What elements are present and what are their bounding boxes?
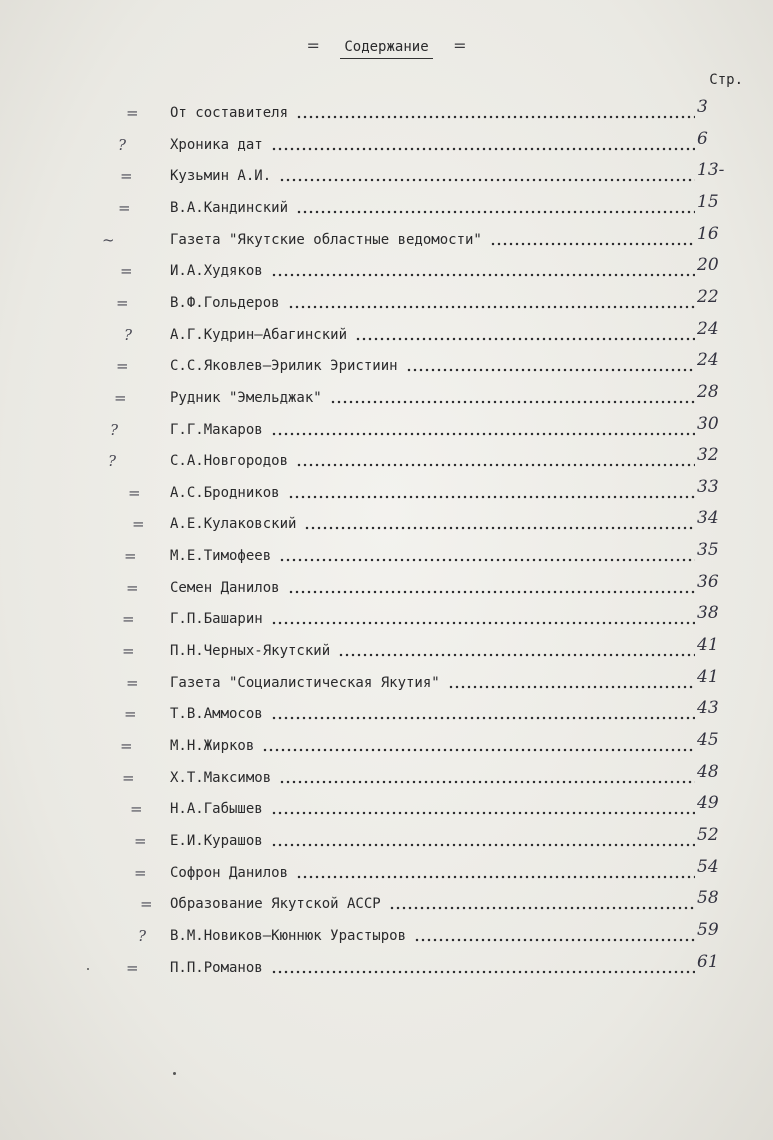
handwritten-check-mark: = <box>128 483 141 502</box>
handwritten-check-mark: ? <box>118 135 127 154</box>
toc-entry <box>0 761 773 792</box>
handwritten-check-mark: = <box>122 610 135 629</box>
dot-leader <box>490 242 695 246</box>
handwritten-mark-right: = <box>453 36 467 55</box>
toc-page-number: 3 <box>697 97 708 117</box>
handwritten-check-mark: = <box>134 863 147 882</box>
handwritten-check-mark: = <box>132 515 145 534</box>
toc-entry <box>0 318 773 349</box>
dot-leader <box>338 653 695 657</box>
handwritten-check-mark: = <box>126 673 139 692</box>
handwritten-mark-left: = <box>306 36 320 55</box>
toc-entry <box>0 191 773 222</box>
toc-entry <box>0 603 773 633</box>
handwritten-check-mark: = <box>124 705 137 724</box>
toc-page-number: 6 <box>697 128 708 149</box>
toc-entry <box>0 951 773 982</box>
page-column-label: Стр. <box>709 72 743 88</box>
toc-entry-title: Газета "Якутские областные ведомости" <box>170 231 482 248</box>
dot-leader <box>330 400 695 404</box>
toc-page-number: 22 <box>697 286 719 307</box>
dot-leader <box>288 590 695 594</box>
dot-leader <box>389 906 695 910</box>
handwritten-check-mark: = <box>126 578 139 597</box>
toc-entry <box>0 856 773 887</box>
toc-page-number: 49 <box>697 793 719 814</box>
dot-leader <box>288 495 695 499</box>
handwritten-check-mark: = <box>124 547 137 566</box>
toc-entry <box>0 128 773 159</box>
toc-entry <box>0 476 773 507</box>
handwritten-check-mark: ? <box>108 452 117 471</box>
dot-leader <box>279 780 695 784</box>
page-title: Содержание <box>340 39 432 59</box>
toc-entry <box>0 730 773 760</box>
dot-leader <box>271 970 695 974</box>
toc-entry <box>0 571 773 602</box>
toc-entry <box>0 824 773 855</box>
toc-entry-title: П.Н.Черных-Якутский <box>170 643 331 660</box>
toc-page-number: 15 <box>697 191 719 212</box>
toc-entry <box>0 919 773 950</box>
toc-entry <box>0 413 773 444</box>
toc-page-number: 58 <box>697 888 719 909</box>
toc-entry-title: Семен Данилов <box>170 579 280 596</box>
toc-entry <box>0 286 773 317</box>
paper-speck <box>173 1072 176 1075</box>
toc-entry-title: В.А.Кандинский <box>170 199 289 216</box>
handwritten-check-mark: = <box>120 167 133 186</box>
handwritten-check-mark: ? <box>124 325 133 344</box>
toc-page-number: 41 <box>697 635 719 656</box>
toc-page-number: 35 <box>697 540 719 561</box>
dot-leader <box>296 463 695 467</box>
toc-entry-title: Софрон Данилов <box>170 864 289 881</box>
toc-entry-title: Н.А.Габышев <box>170 801 263 818</box>
toc-page-number: 54 <box>697 856 719 877</box>
toc-page-number: 24 <box>697 350 719 371</box>
toc-entry-title: Е.И.Курашов <box>170 832 263 849</box>
toc-entry <box>0 160 773 190</box>
toc-entry <box>0 888 773 918</box>
toc-entry-title: Газета "Социалистическая Якутия" <box>170 674 440 691</box>
dot-leader <box>288 305 695 309</box>
dot-leader <box>296 115 695 119</box>
dot-leader <box>406 368 695 372</box>
toc-entry-title: Рудник "Эмельджак" <box>170 389 322 406</box>
toc-page-number: 24 <box>697 318 719 339</box>
toc-page-number: 34 <box>697 508 719 529</box>
toc-entry <box>0 698 773 728</box>
toc-entry-title: А.Г.Кудрин—Абагинский <box>170 326 348 343</box>
toc-page-number: 20 <box>697 255 719 276</box>
handwritten-check-mark: = <box>126 958 139 977</box>
toc-entry <box>0 255 773 285</box>
handwritten-check-mark: = <box>122 642 135 661</box>
toc-entry-title: Г.П.Башарин <box>170 611 263 628</box>
toc-entry <box>0 445 773 475</box>
dot-leader <box>262 748 695 752</box>
toc-entry-title: П.П.Романов <box>170 959 263 976</box>
handwritten-check-mark: = <box>122 768 135 787</box>
toc-entry-title: С.С.Яковлев—Эрилик Эристиин <box>170 358 398 375</box>
dot-leader <box>271 843 695 847</box>
handwritten-check-mark: = <box>126 104 139 122</box>
toc-page-number: 36 <box>697 571 719 592</box>
toc-entry-title: Т.В.Аммосов <box>170 706 263 723</box>
toc-entry <box>0 381 773 412</box>
handwritten-check-mark: ? <box>138 926 147 945</box>
toc-page-number: 33 <box>697 476 719 497</box>
toc-entry <box>0 635 773 665</box>
toc-page-number: 13- <box>697 160 725 181</box>
dot-leader <box>304 526 695 530</box>
toc-entry <box>0 223 773 254</box>
toc-page-number: 48 <box>697 761 719 782</box>
toc-entry-title: С.А.Новгородов <box>170 453 289 470</box>
dot-leader <box>271 621 695 625</box>
toc-page-number: 41 <box>697 666 719 687</box>
toc-page-number: 52 <box>697 824 719 845</box>
handwritten-check-mark: = <box>116 357 129 376</box>
toc-entry <box>0 540 773 570</box>
toc-entry-title: От составителя <box>170 105 289 121</box>
dot-leader <box>271 147 695 151</box>
paper-speck <box>87 968 89 970</box>
toc-entry-title: В.М.Новиков—Кюннюк Урастыров <box>170 927 407 944</box>
toc-entry-title: Кузьмин А.И. <box>170 168 272 185</box>
toc-entry-title: А.С.Бродников <box>170 484 280 501</box>
handwritten-check-mark: = <box>140 895 153 914</box>
toc-entry-title: М.Н.Жирков <box>170 738 255 754</box>
toc-entry-title: А.Е.Кулаковский <box>170 516 297 533</box>
dot-leader <box>271 432 695 436</box>
handwritten-check-mark: ~ <box>102 230 115 249</box>
dot-leader <box>296 210 695 214</box>
dot-leader <box>271 716 695 720</box>
handwritten-check-mark: = <box>116 293 129 312</box>
handwritten-check-mark: = <box>120 262 133 281</box>
toc-page-number: 43 <box>697 698 719 719</box>
toc-page-number: 16 <box>697 223 719 244</box>
toc-entry <box>0 97 773 127</box>
toc-entry-title: Образование Якутской АССР <box>170 896 381 913</box>
handwritten-check-mark: = <box>120 737 133 755</box>
dot-leader <box>296 875 695 879</box>
toc-page-number: 61 <box>697 951 719 972</box>
dot-leader <box>279 558 695 562</box>
handwritten-check-mark: = <box>130 800 143 819</box>
toc-entry-title: М.Е.Тимофеев <box>170 548 272 565</box>
toc-entry <box>0 508 773 538</box>
dot-leader <box>414 938 695 942</box>
toc-entry <box>0 666 773 697</box>
toc-entry <box>0 793 773 823</box>
toc-entry <box>0 350 773 380</box>
toc-entry-title: И.А.Худяков <box>170 263 263 280</box>
dot-leader <box>271 273 695 277</box>
toc-page-number: 59 <box>697 919 719 940</box>
toc-page-number: 28 <box>697 381 719 402</box>
toc-page-number: 38 <box>697 603 719 624</box>
dot-leader <box>355 337 695 341</box>
handwritten-check-mark: = <box>134 831 147 850</box>
toc-entry-title: Г.Г.Макаров <box>170 421 263 438</box>
handwritten-check-mark: = <box>118 198 131 217</box>
dot-leader <box>448 685 695 689</box>
toc-entry-title: Хроника дат <box>170 136 263 153</box>
handwritten-check-mark: = <box>114 388 127 407</box>
dot-leader <box>279 178 695 182</box>
toc-page-number: 32 <box>697 445 719 466</box>
dot-leader <box>271 811 695 815</box>
toc-entry-title: В.Ф.Гольдеров <box>170 294 280 311</box>
handwritten-check-mark: ? <box>110 420 119 439</box>
toc-page-number: 45 <box>697 730 719 750</box>
toc-entry-title: Х.Т.Максимов <box>170 769 272 786</box>
toc-page-number: 30 <box>697 413 719 434</box>
document-heading <box>0 36 773 59</box>
